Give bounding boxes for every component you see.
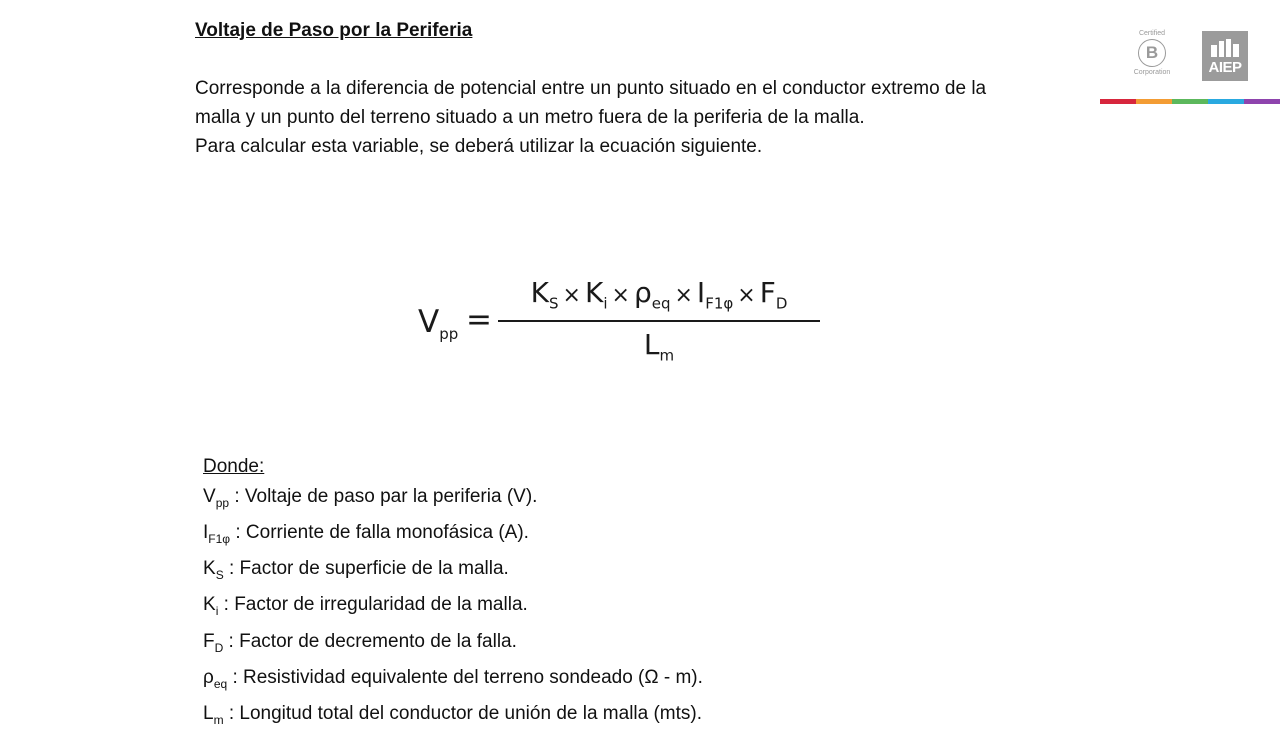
definition-symbol: K <box>203 558 216 580</box>
formula-numerator <box>498 276 820 313</box>
definition-text: : Longitud total del conductor de unión de la malla (mts). <box>223 703 703 725</box>
intro-paragraph-1: Corresponde a la diferencia de potencial entre un punto situado en el conductor extremo de la malla y un punto del terreno situado a un metro fuera de la periferia de la malla. <box>195 78 987 128</box>
definition-symbol: K <box>203 594 216 616</box>
definition-subscript: i <box>215 604 219 619</box>
definition-item <box>203 554 703 590</box>
bcorp-logo <box>1132 30 1172 80</box>
definition-item <box>203 482 703 518</box>
definition-text: : Factor de irregularidad de la malla. <box>218 594 528 616</box>
aiep-logo-text: AIEP <box>1208 59 1242 76</box>
stripe-segment <box>1136 99 1172 104</box>
definition-symbol: V <box>203 485 216 507</box>
definition-text: : Factor de decremento de la falla. <box>223 630 517 652</box>
formula-lhs-sub: pp <box>439 325 459 344</box>
formula-lhs-base: V <box>418 304 440 340</box>
formula <box>414 276 824 376</box>
term-fd-base: F <box>759 276 776 309</box>
building-icon <box>1210 39 1240 57</box>
term-if-sub: F1φ <box>705 294 734 313</box>
term-ki-base: K <box>584 276 604 309</box>
bcorp-bottom-text: Corporation <box>1133 69 1171 76</box>
color-stripe <box>1100 99 1280 104</box>
term-ks-base: K <box>530 276 549 309</box>
stripe-segment <box>1208 99 1244 104</box>
definition-text: : Corriente de falla monofásica (A). <box>230 521 529 543</box>
term-fd-sub: D <box>775 294 788 313</box>
times-sign: × <box>562 283 581 308</box>
definition-symbol: ρ <box>203 666 214 688</box>
intro-text <box>195 74 1025 161</box>
intro-paragraph-2: Para calcular esta variable, se deberá utilizar la ecuación siguiente. <box>195 136 763 157</box>
formula-fraction <box>498 276 820 376</box>
definition-item <box>203 627 703 663</box>
definition-subscript: F1φ <box>208 531 231 546</box>
bcorp-letter: B <box>1138 39 1166 67</box>
stripe-segment <box>1244 99 1280 104</box>
term-ki-sub: i <box>603 294 608 313</box>
definition-subscript: eq <box>213 676 228 691</box>
definition-symbol: L <box>203 703 214 725</box>
term-rho-base: ρ <box>633 276 652 309</box>
page-title: Voltaje de Paso por la Periferia <box>195 20 473 41</box>
definition-item <box>203 590 703 626</box>
term-if-base: I <box>696 276 706 309</box>
formula-denominator <box>498 328 820 365</box>
term-lm-base: L <box>643 328 660 361</box>
definition-symbol: F <box>203 630 215 652</box>
definition-symbol: I <box>203 521 209 543</box>
stripe-segment <box>1100 99 1136 104</box>
term-lm-sub: m <box>659 346 675 365</box>
aiep-logo <box>1202 31 1248 81</box>
definition-text: : Voltaje de paso par la periferia (V). <box>229 485 538 507</box>
times-sign: × <box>674 283 693 308</box>
stripe-segment <box>1172 99 1208 104</box>
definitions-heading: Donde: <box>203 456 265 477</box>
formula-equals: = <box>466 302 492 338</box>
definition-item <box>203 663 703 699</box>
term-rho-sub: eq <box>651 294 671 313</box>
term-ks-sub: S <box>549 294 559 313</box>
bcorp-top-text: Certified <box>1138 30 1166 37</box>
definition-item <box>203 518 703 554</box>
definition-subscript: S <box>215 567 224 582</box>
definitions <box>203 452 703 736</box>
definition-subscript: D <box>214 640 224 655</box>
definition-subscript: pp <box>215 495 230 510</box>
definition-item <box>203 699 703 735</box>
formula-lhs <box>418 304 458 343</box>
definition-text: : Factor de superficie de la malla. <box>223 558 509 580</box>
times-sign: × <box>737 283 756 308</box>
times-sign: × <box>611 283 630 308</box>
definition-text: : Resistividad equivalente del terreno sondeado (Ω - m). <box>227 666 703 688</box>
definition-subscript: m <box>213 713 224 728</box>
fraction-bar <box>498 320 820 322</box>
